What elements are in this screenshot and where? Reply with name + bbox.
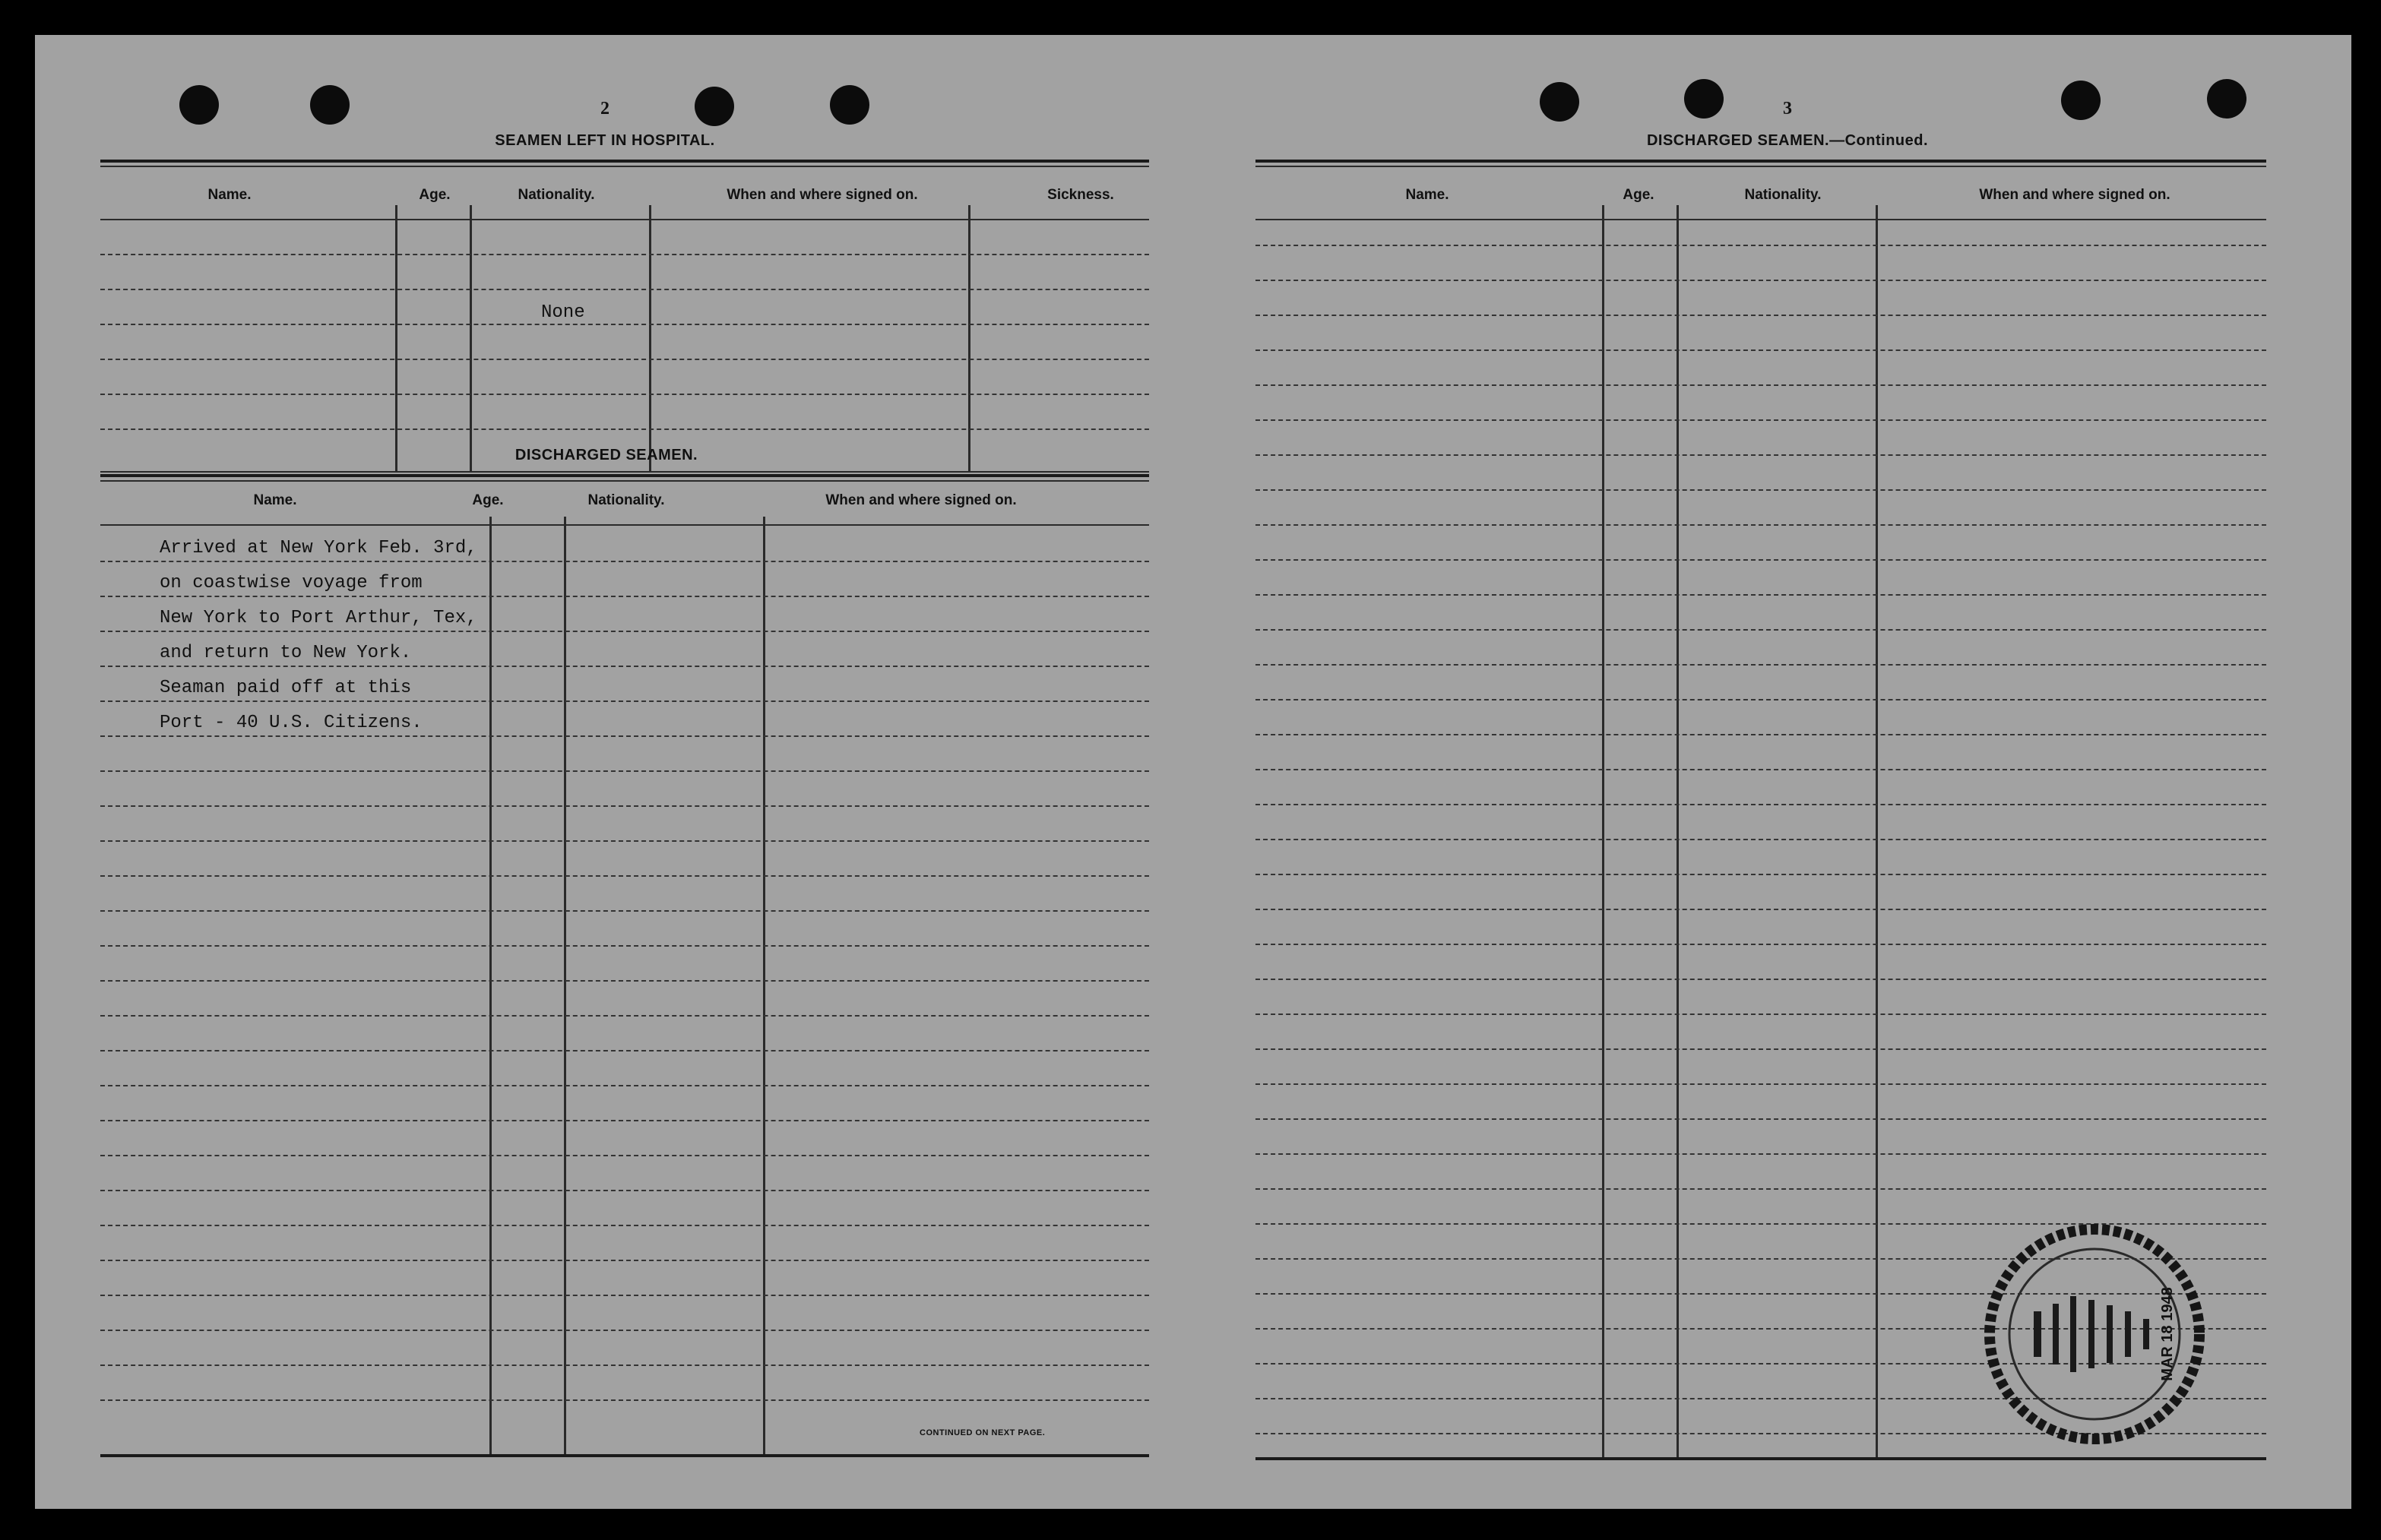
column-header-nationality: Nationality. <box>587 492 665 508</box>
column-header-age: Age. <box>472 492 504 508</box>
discharged-entry-line: New York to Port Arthur, Tex, <box>160 608 477 628</box>
column-header-signed-on: When and where signed on. <box>1979 187 2170 203</box>
discharged-entry-line: Seaman paid off at this <box>160 678 412 698</box>
column-header-name: Name. <box>1405 187 1449 203</box>
column-header-age: Age. <box>1623 187 1654 203</box>
right-page <box>1221 35 2351 1509</box>
document-sheet <box>35 35 2351 1509</box>
column-header-signed-on: When and where signed on. <box>825 492 1017 508</box>
column-header-age: Age. <box>419 187 451 203</box>
column-header-nationality: Nationality. <box>1744 187 1822 203</box>
continued-note: CONTINUED ON NEXT PAGE. <box>920 1428 1046 1437</box>
left-page <box>35 35 1175 1509</box>
immigration-stamp <box>1980 1220 2208 1448</box>
discharged-entry-line: Arrived at New York Feb. 3rd, <box>160 538 477 558</box>
hospital-section-title: SEAMEN LEFT IN HOSPITAL. <box>495 132 715 149</box>
column-header-nationality: Nationality. <box>518 187 595 203</box>
discharged-entry-line: on coastwise voyage from <box>160 573 423 593</box>
discharged-continued-title: DISCHARGED SEAMEN.—Continued. <box>1646 132 1929 149</box>
column-header-sickness: Sickness. <box>1047 187 1114 203</box>
stamp-date: MAR 18 1948 <box>2159 1287 2176 1381</box>
discharged-table <box>100 474 1149 1462</box>
hospital-entry: None <box>541 302 585 323</box>
column-header-name: Name. <box>253 492 297 508</box>
page-number: 2 <box>600 99 609 119</box>
discharged-entry-line: Port - 40 U.S. Citizens. <box>160 713 423 733</box>
page-number: 3 <box>1783 99 1792 119</box>
discharged-entry-line: and return to New York. <box>160 643 412 663</box>
discharged-section-title: DISCHARGED SEAMEN. <box>515 447 698 463</box>
column-header-signed-on: When and where signed on. <box>727 187 918 203</box>
column-header-name: Name. <box>207 187 252 203</box>
hospital-table <box>100 160 1149 479</box>
